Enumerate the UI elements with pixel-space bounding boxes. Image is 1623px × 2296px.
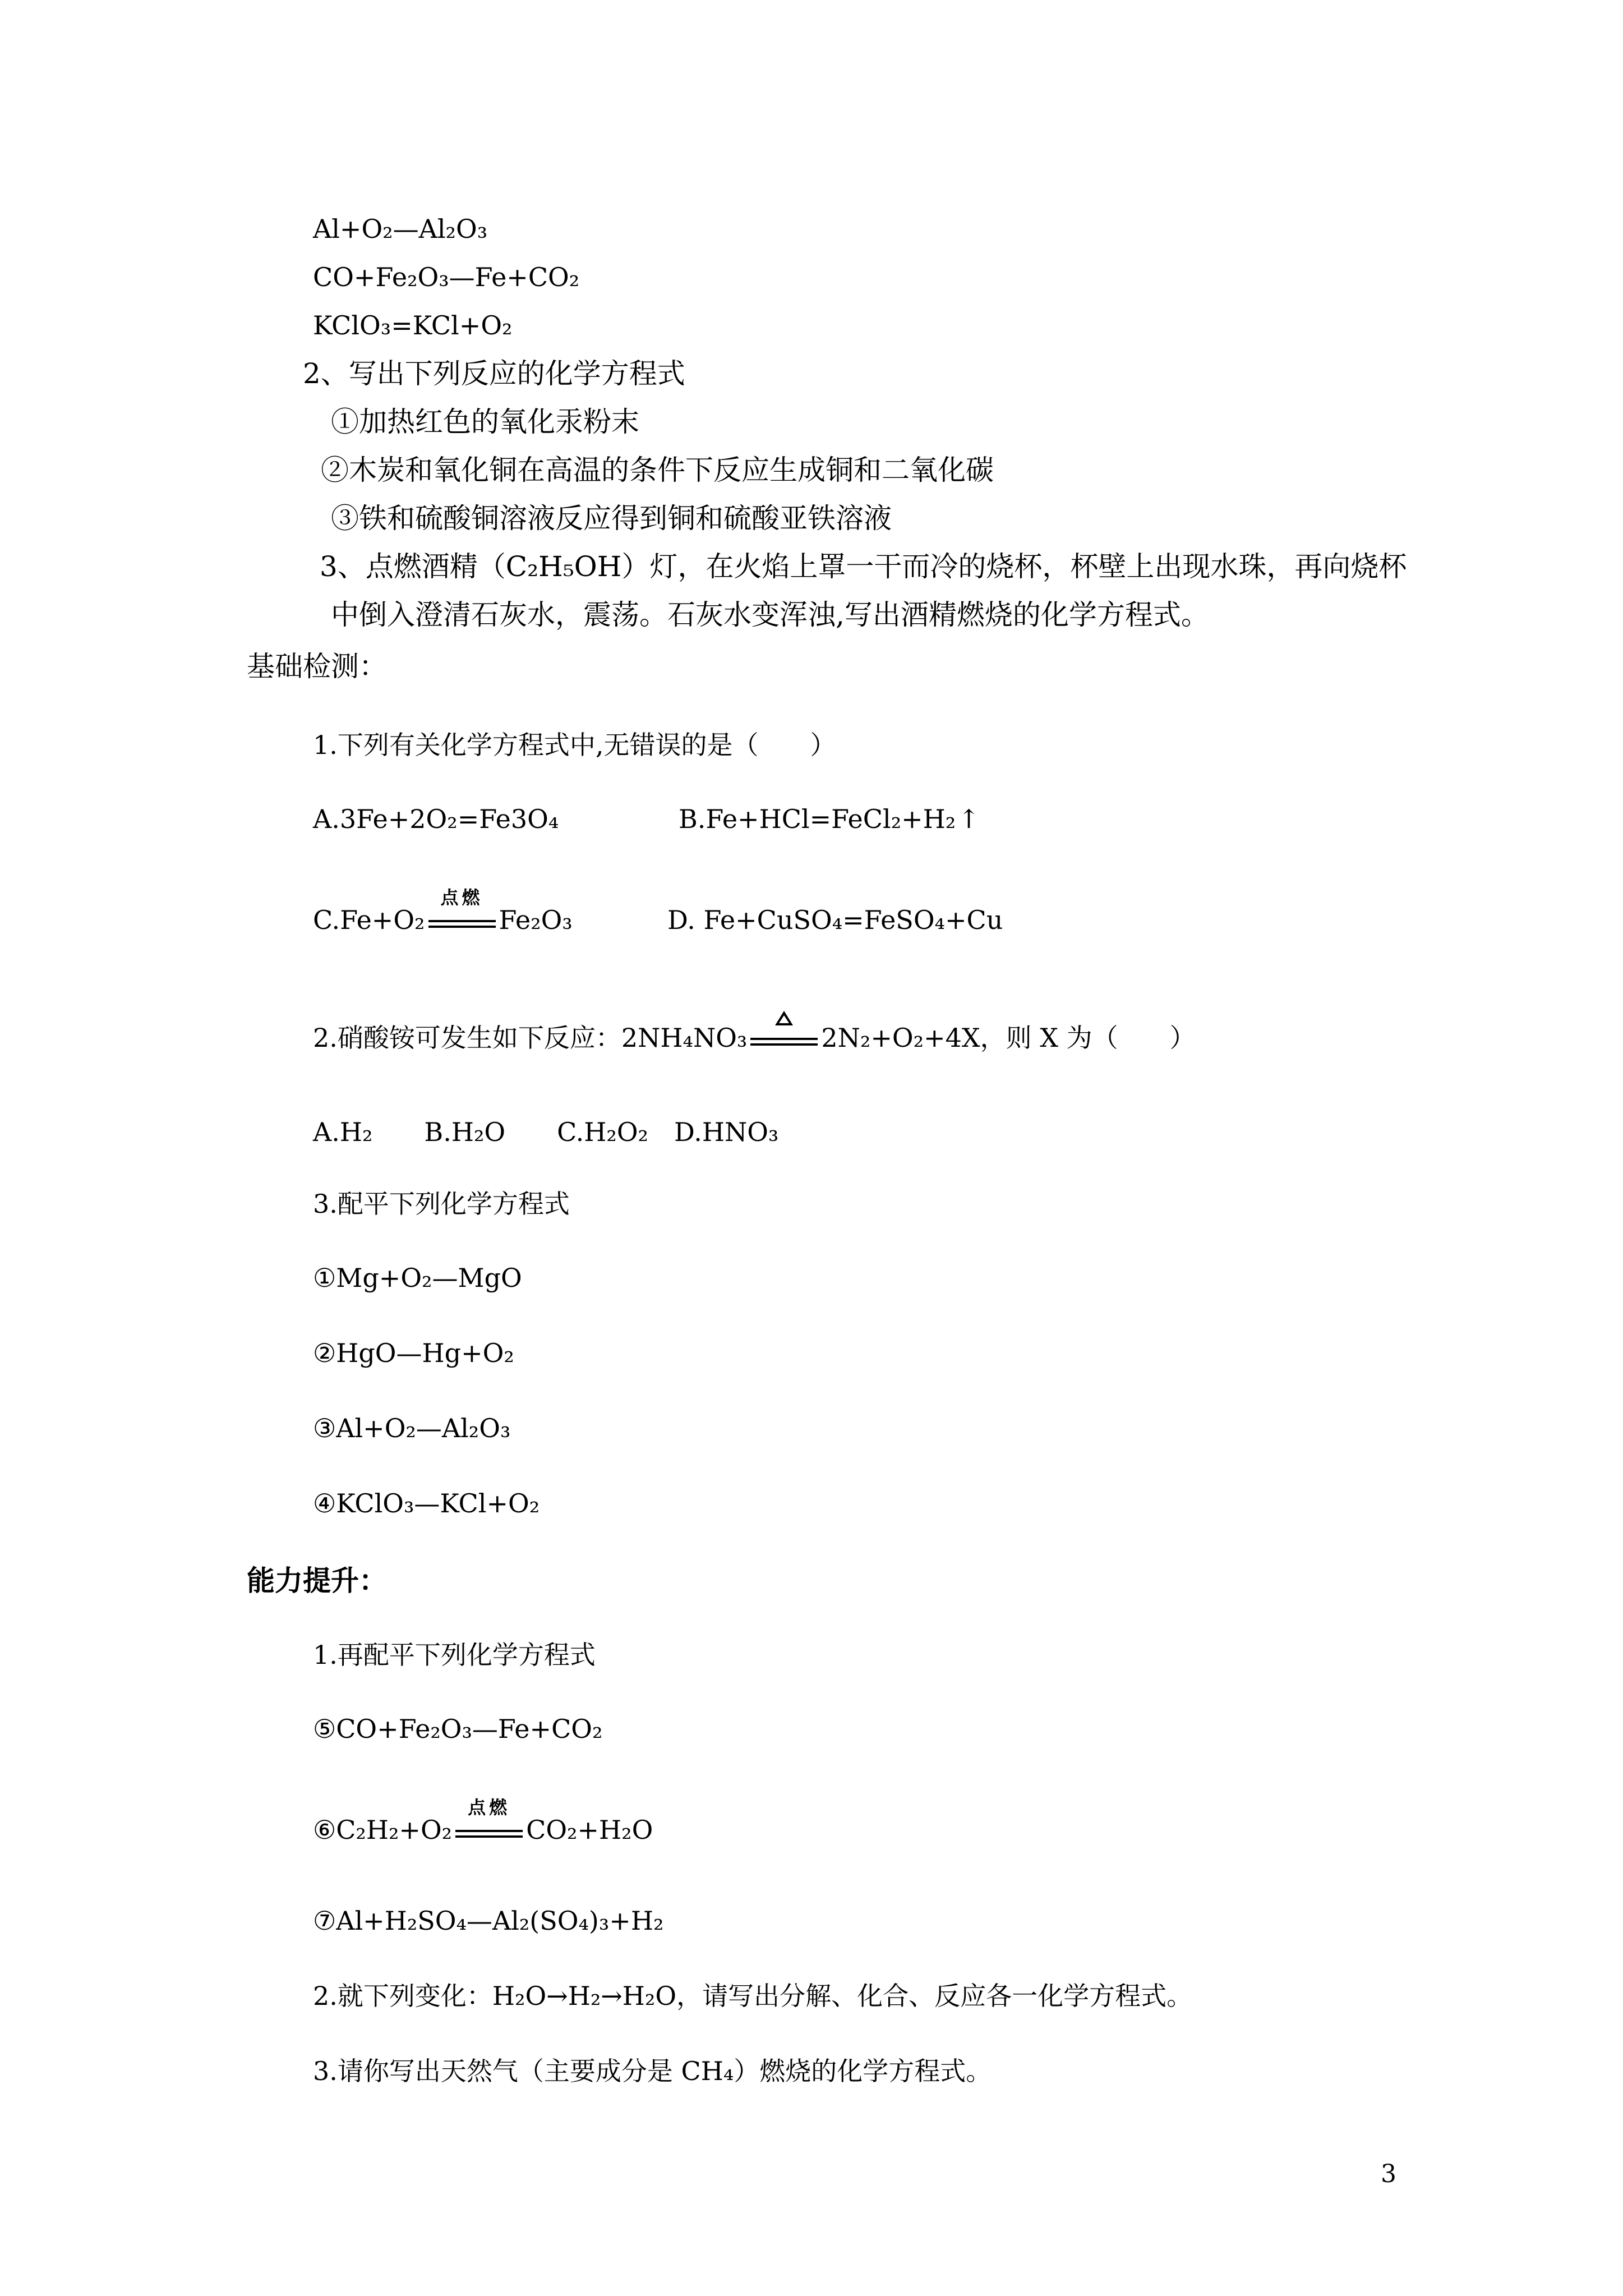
- gas-arrow-icon: ↑: [958, 804, 980, 834]
- condition-ignite-sign-2: [455, 1797, 523, 1848]
- equation-co-fe2o3: CO+Fe₂O₃—Fe+CO₂: [313, 262, 580, 292]
- balance-item-5: ⑤CO+Fe₂O₃—Fe+CO₂: [313, 1714, 603, 1744]
- condition-ignite-sign: [428, 887, 496, 938]
- ability-question-3: 3.请你写出天然气（主要成分是 CH₄）燃烧的化学方程式。: [313, 2056, 992, 2086]
- balance-item-1: ①Mg+O₂—MgO: [313, 1263, 522, 1293]
- question-2-title: 2、写出下列反应的化学方程式: [303, 357, 685, 390]
- option-c-right: Fe₂O₃: [499, 905, 573, 935]
- section-heading-ability: 能力提升：: [247, 1564, 387, 1597]
- condition-ignite-label: 点燃: [440, 887, 483, 908]
- balance-item-7: ⑦Al+H₂SO₄—Al₂(SO₄)₃+H₂: [313, 1906, 664, 1936]
- question-2-item-3: ③铁和硫酸铜溶液反应得到铜和硫酸亚铁溶液: [331, 502, 892, 535]
- option-a: A.3Fe+2O₂=Fe3O₄: [313, 804, 559, 834]
- balance-item-6-left: ⑥C₂H₂+O₂: [313, 1815, 453, 1845]
- basic-question-2-right: 2N₂+O₂+4X，则 X 为（ ）: [821, 1023, 1196, 1053]
- basic-question-2-options: A.H₂ B.H₂O C.H₂O₂ D.HNO₃: [313, 1117, 779, 1147]
- ability-question-1: 1.再配平下列化学方程式: [313, 1640, 596, 1670]
- balance-item-6-right: CO₂+H₂O: [526, 1815, 653, 1845]
- ability-question-2: 2.就下列变化：H₂O→H₂→H₂O，请写出分解、化合、反应各一化学方程式。: [313, 1981, 1193, 2011]
- question-3-line-2: 中倒入澄清石灰水，震荡。石灰水变浑浊,写出酒精燃烧的化学方程式。: [331, 599, 1209, 631]
- basic-question-1: 1.下列有关化学方程式中,无错误的是（ ）: [313, 730, 836, 760]
- balance-item-3: ③Al+O₂—Al₂O₃: [313, 1413, 511, 1443]
- option-d: D. Fe+CuSO₄=FeSO₄+Cu: [667, 905, 1003, 935]
- option-c: [313, 887, 573, 938]
- basic-question-2-left: 2.硝酸铵可发生如下反应：2NH₄NO₃: [313, 1023, 748, 1053]
- option-b: [679, 803, 980, 835]
- option-c-left: C.Fe+O₂: [313, 905, 425, 935]
- page-number: 3: [1381, 2160, 1396, 2188]
- equation-al-o2: Al+O₂—Al₂O₃: [313, 214, 488, 244]
- condition-ignite-label-2: 点燃: [468, 1797, 511, 1818]
- heat-condition-sign: [750, 1024, 818, 1056]
- basic-question-2: [313, 1022, 1196, 1056]
- option-b-text: B.Fe+HCl=FeCl₂+H₂: [679, 804, 956, 834]
- question-3-line-1: 3、点燃酒精（C₂H₅OH）灯，在火焰上罩一干而冷的烧杯，杯壁上出现水珠，再向烧杯: [320, 550, 1407, 583]
- section-heading-basic-test: 基础检测：: [247, 650, 387, 683]
- question-2-item-1: ①加热红色的氧化汞粉末: [331, 406, 639, 438]
- triangle-heat-icon: [775, 1011, 793, 1025]
- basic-question-3: 3.配平下列化学方程式: [313, 1189, 570, 1219]
- question-2-item-2: ②木炭和氧化铜在高温的条件下反应生成铜和二氧化碳: [321, 454, 994, 486]
- equation-kclo3: KClO₃=KCl+O₂: [313, 310, 513, 341]
- balance-item-2: ②HgO—Hg+O₂: [313, 1338, 514, 1368]
- balance-item-4: ④KClO₃—KCl+O₂: [313, 1488, 540, 1519]
- balance-item-6: [313, 1797, 653, 1848]
